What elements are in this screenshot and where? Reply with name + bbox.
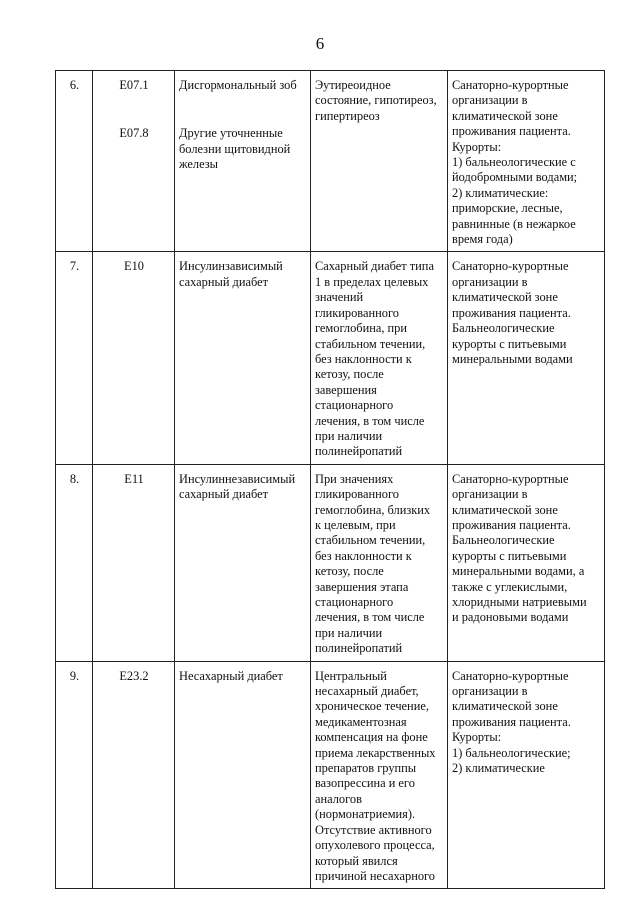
condition-cell: Эутиреоидное состояние, гипотиреоз, гипертиреоз <box>311 71 448 252</box>
disease-name-cell <box>175 661 311 889</box>
icd-code-cell <box>93 464 175 661</box>
table-row <box>56 661 605 889</box>
icd-code-cell <box>93 252 175 464</box>
icd-code: E07.8 <box>119 126 149 141</box>
table-row <box>56 252 605 464</box>
icd-code: E11 <box>124 471 144 486</box>
row-number-cell: 9. <box>56 661 93 889</box>
icd-code: E07.1 <box>119 78 149 92</box>
icd-code-cell <box>93 661 175 889</box>
disease-name: Инсулиннезависимый сахарный диабет <box>179 471 296 502</box>
disease-name-cell <box>175 252 311 464</box>
row-number-cell: 8. <box>56 464 93 661</box>
recommendation-cell: Санаторно-курортные организации в климатической зоне проживания пациента. Курорты: 1) бальнеологические с йодобромными водами; 2) климатические: приморские, лесные, равнинные (в нежаркое время года) <box>448 71 605 252</box>
disease-name: Несахарный диабет <box>179 668 283 683</box>
condition-cell: Центральный несахарный диабет, хроническое течение, медикаментозная компенсация на фоне приема лекарственных препаратов группы вазопрессина и его аналогов (нормонатриемия). Отсутствие активного опухолевого процесса, который явился причиной несахарного <box>311 661 448 889</box>
page-number: 6 <box>315 34 325 53</box>
row-number-cell: 6. <box>56 71 93 252</box>
disease-name: Дисгормональный зоб <box>179 78 297 92</box>
condition-cell: При значениях гликированного гемоглобина, близких к целевым, при стабильном течении, без наклонности к кетозу, после завершения этапа стационарного лечения, в том числе при наличии полинейропатий <box>311 464 448 661</box>
recommendation-cell: Санаторно-курортные организации в климатической зоне проживания пациента. Бальнеологические курорты с питьевыми минеральными водами <box>448 252 605 464</box>
table-row <box>56 464 605 661</box>
icd-code: E10 <box>124 259 144 274</box>
disease-resort-table <box>55 70 605 889</box>
row-number-cell: 7. <box>56 252 93 464</box>
table-row <box>56 71 605 252</box>
recommendation-cell: Санаторно-курортные организации в климатической зоне проживания пациента. Курорты: 1) бальнеологические; 2) климатические <box>448 661 605 889</box>
icd-code-cell <box>93 71 175 252</box>
disease-name: Другие уточненные болезни щитовидной железы <box>179 126 291 172</box>
recommendation-cell: Санаторно-курортные организации в климатической зоне проживания пациента. Бальнеологические курорты с питьевыми минеральными водами, а также с углекислыми, хлоридными натриевыми и радоновыми водами <box>448 464 605 661</box>
disease-name-cell <box>175 464 311 661</box>
disease-name-cell <box>175 71 311 252</box>
condition-cell: Сахарный диабет типа 1 в пределах целевых значений гликированного гемоглобина, при стабильном течении, без наклонности к кетозу, после завершения стационарного лечения, в том числе при наличии полинейропатий <box>311 252 448 464</box>
icd-code: E23.2 <box>119 668 149 683</box>
disease-name: Инсулинзависимый сахарный диабет <box>179 259 283 289</box>
